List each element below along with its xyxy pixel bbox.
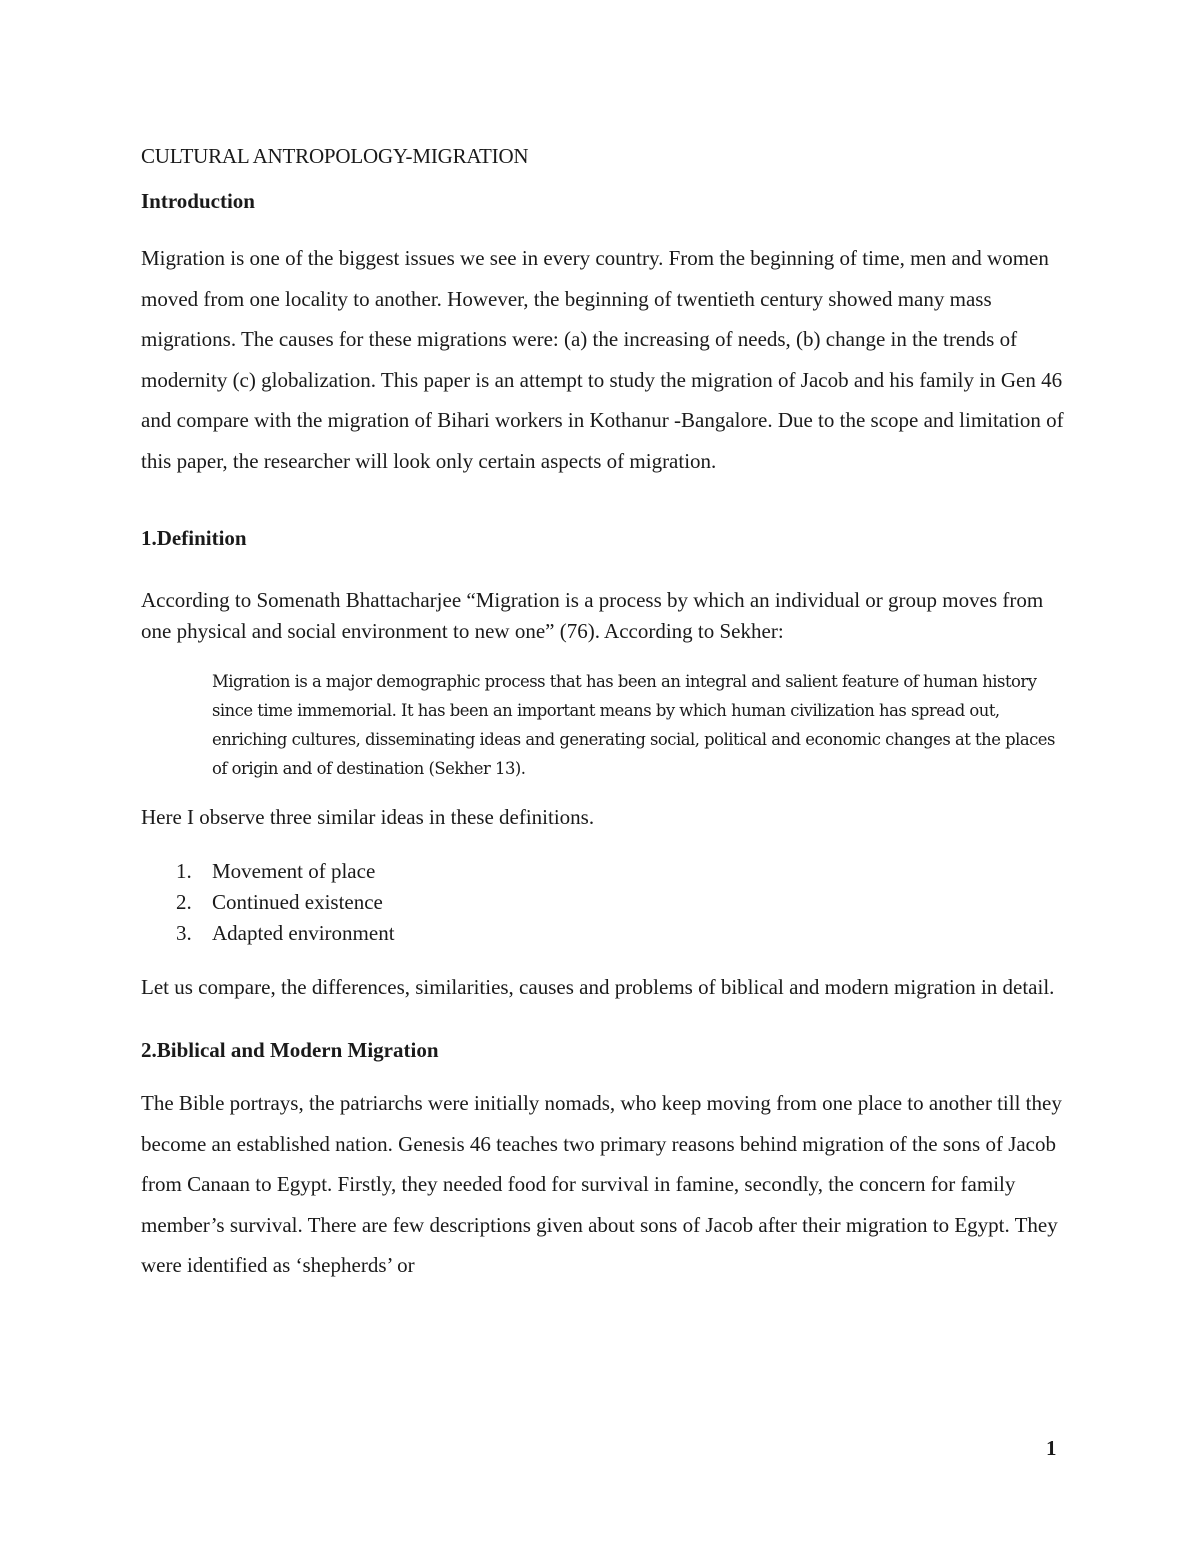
list-item-number: 2.: [176, 890, 192, 914]
list-item-number: 1.: [176, 859, 192, 883]
observation-paragraph: Here I observe three similar ideas in these definitions.: [141, 805, 595, 829]
list-item-text: Movement of place: [212, 859, 376, 883]
introduction-paragraph: Migration is one of the biggest issues we see in every country. From the beginning of time, men and women moved from one locality to another. However, the beginning of twentieth century showed many mass migrations. The causes for these migrations were: (a) the increasing of needs, (b) change in the trends of modernity (c) globalization. This paper is an attempt to study the migration of Jacob and his family in Gen 46 and compare with the migration of Bihari workers in Kothanur -Bangalore. Due to the scope and limitation of this paper, the researcher will look only certain aspects of migration.: [141, 246, 1064, 473]
list-item-number: 3.: [176, 921, 192, 945]
list-item: [141, 856, 1066, 887]
page-content: [141, 142, 1066, 1286]
block-quote-sekher: Migration is a major demographic process that has been an integral and salient feature of human history since time immemorial. It has been an important means by which human civilization has spread out, enriching cultures, disseminating ideas and generating social, political and economic changes at the places of origin and of destination (Sekher 13).: [212, 672, 1055, 778]
biblical-modern-paragraph: The Bible portrays, the patriarchs were initially nomads, who keep moving from one place to another till they become an established nation. Genesis 46 teaches two primary reasons behind migration of the sons of Jacob from Canaan to Egypt. Firstly, they needed food for survival in famine, secondly, the concern for family member’s survival. There are few descriptions given about sons of Jacob after their migration to Egypt. They were identified as ‘shepherds’ or: [141, 1091, 1062, 1277]
section-heading-introduction: Introduction: [141, 189, 255, 213]
section-heading-definition: 1.Definition: [141, 526, 247, 550]
list-item-text: Continued existence: [212, 890, 383, 914]
list-item: [141, 918, 1066, 949]
section-heading-biblical-modern: 2.Biblical and Modern Migration: [141, 1038, 439, 1062]
list-item: [141, 887, 1066, 918]
ideas-list: [141, 856, 1066, 949]
document-title: CULTURAL ANTROPOLOGY-MIGRATION: [141, 144, 529, 168]
list-item-text: Adapted environment: [212, 921, 395, 945]
comparison-paragraph: Let us compare, the differences, similarities, causes and problems of biblical and modern migration in detail.: [141, 975, 1055, 999]
definition-paragraph: According to Somenath Bhattacharjee “Migration is a process by which an individual or group moves from one physical and social environment to new one” (76). According to Sekher:: [141, 588, 1044, 643]
page-number: 1: [1046, 1436, 1057, 1460]
